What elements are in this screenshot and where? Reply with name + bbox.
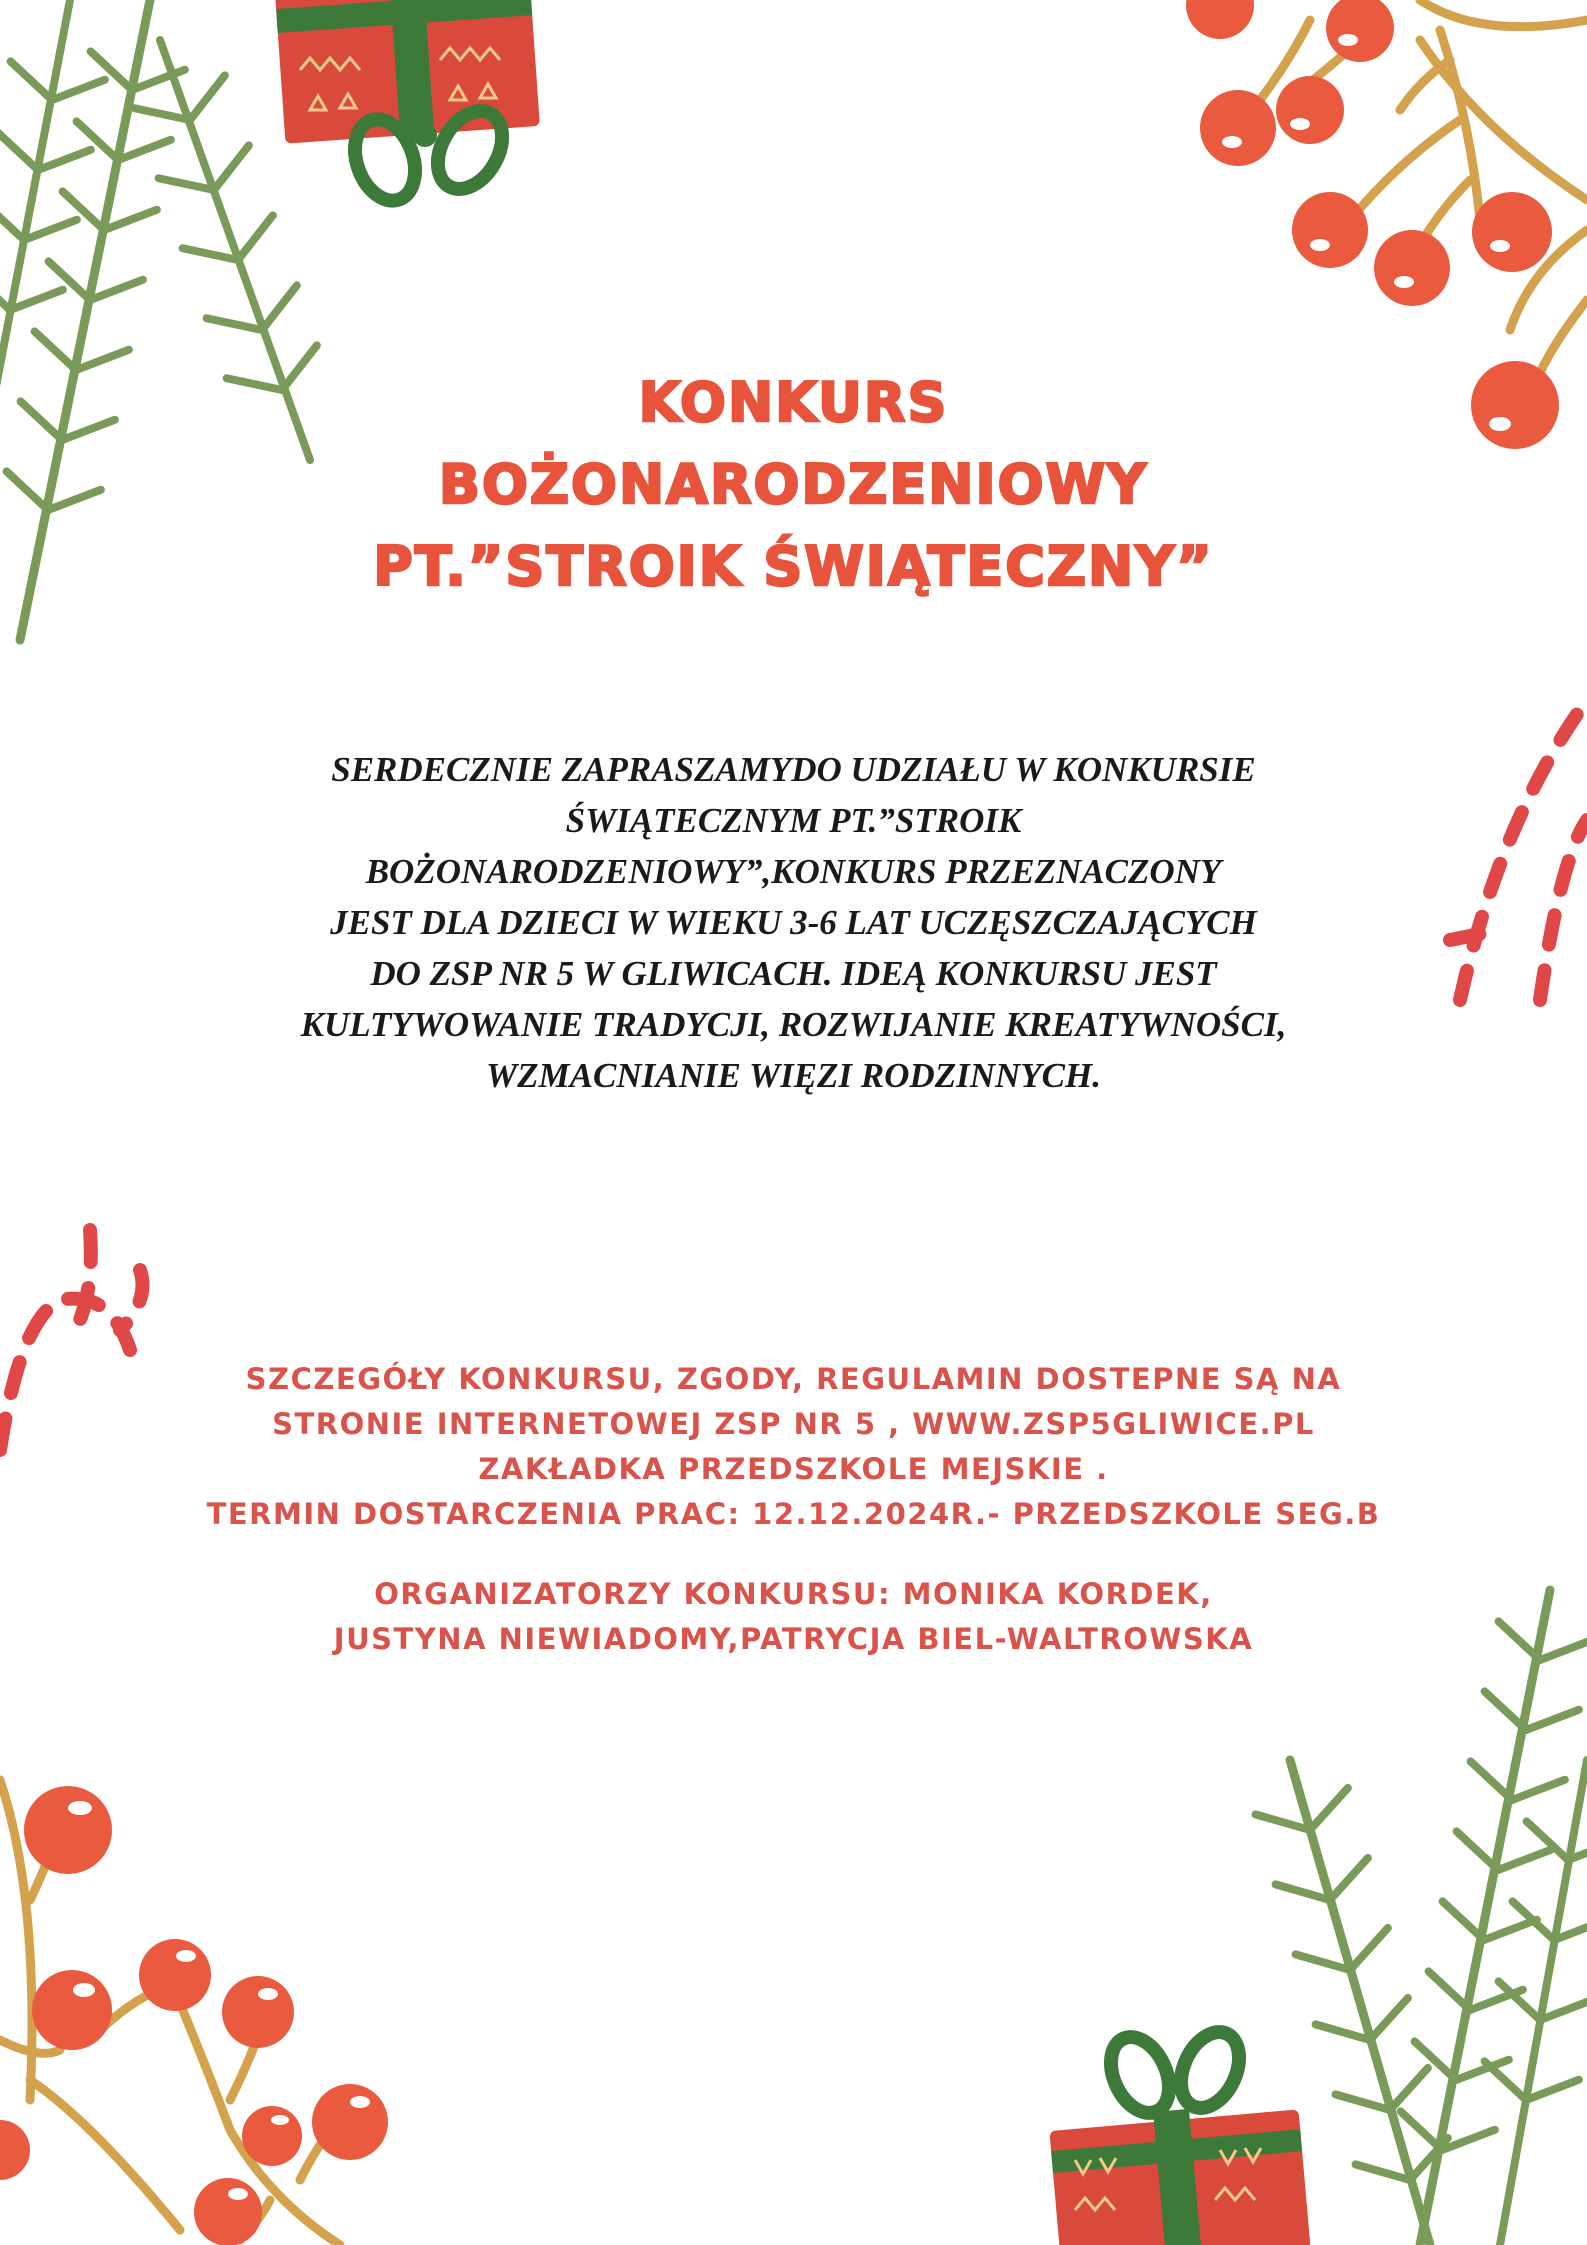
contest-details xyxy=(0,1357,1587,1662)
title-line: KONKURS xyxy=(638,371,949,434)
details-line: ZAKŁADKA PRZEDSZKOLE MEJSKIE . xyxy=(478,1452,1109,1486)
intro-line: SERDECZNIE ZAPRASZAMYDO UDZIAŁU W KONKURSIE xyxy=(331,750,1256,789)
intro-line: ŚWIĄTECZNYM PT.”STROIK xyxy=(565,801,1022,840)
spacer xyxy=(0,1537,1587,1572)
title-line: PT.”STROIK ŚWIĄTECZNY” xyxy=(373,535,1214,598)
details-line: STRONIE INTERNETOWEJ ZSP NR 5 , WWW.ZSP5GLIWICE.PL xyxy=(272,1407,1315,1441)
title-line: BOŻONARODZENIOWY xyxy=(438,453,1149,516)
gift-box-icon xyxy=(1049,2023,1311,2245)
intro-line: DO ZSP NR 5 W GLIWICACH. IDEĄ KONKURSU JEST xyxy=(370,954,1217,993)
organizers-line: ORGANIZATORZY KONKURSU: MONIKA KORDEK, xyxy=(374,1577,1213,1611)
page-title xyxy=(0,362,1587,608)
organizers-line: JUSTYNA NIEWIADOMY,PATRYCJA BIEL-WALTROWSKA xyxy=(333,1622,1254,1656)
invitation-paragraph xyxy=(0,744,1587,1101)
intro-line: KULTYWOWANIE TRADYCJI, ROZWIJANIE KREATYWNOŚCI, xyxy=(300,1005,1287,1044)
pine-branch-icon xyxy=(1256,1590,1587,2245)
intro-line: BOŻONARODZENIOWY”,KONKURS PRZEZNACZONY xyxy=(365,852,1222,891)
details-line: SZCZEGÓŁY KONKURSU, ZGODY, REGULAMIN DOSTEPNE SĄ NA xyxy=(245,1362,1342,1396)
intro-line: JEST DLA DZIECI W WIEKU 3-6 LAT UCZĘSZCZAJĄCYCH xyxy=(330,903,1257,942)
intro-line: WZMACNIANIE WIĘZI RODZINNYCH. xyxy=(486,1056,1101,1095)
gift-box-icon xyxy=(275,0,540,209)
details-line: TERMIN DOSTARCZENIA PRAC: 12.12.2024R.- PRZEDSZKOLE SEG.B xyxy=(206,1497,1381,1531)
